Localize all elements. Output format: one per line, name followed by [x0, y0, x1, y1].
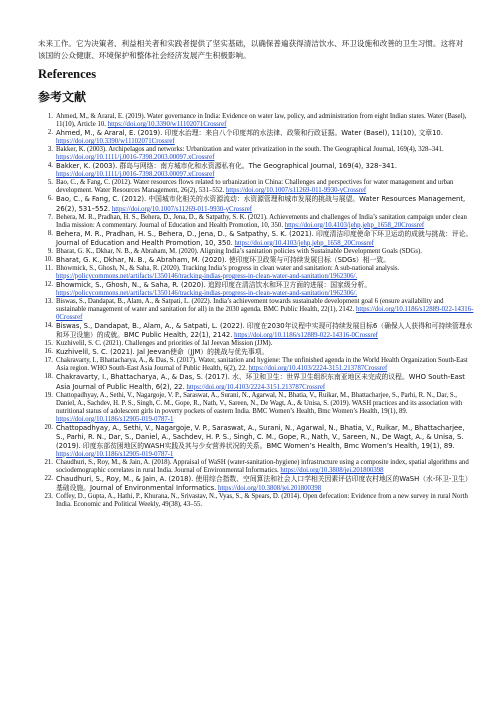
reference-item	[44, 357, 474, 373]
reference-item	[44, 423, 474, 459]
reference-number: 1.	[47, 113, 53, 120]
reference-link[interactable]: https://policycommons.net/artifacts/1350146/tracking-indias-progress-in-clean-water-and-sanitation/1962306/.	[56, 272, 358, 280]
reference-number: 14.	[44, 322, 53, 330]
reference-number: 2.	[47, 129, 53, 137]
reference-link[interactable]: https://doi.org/10.1186/s12889-022-14316-0Crossref	[56, 306, 474, 322]
reference-text: Ahmed, M., & Araral, E. (2019). Water governance in India: Evidence on water law, policy, and administration from eight Indian states. Water (Basel), 11(10), Article 10.	[56, 113, 467, 129]
reference-text: Bao, C., & Fang, C. (2012). 中国城市化相关的水资源流动：水资源管理和城市发展的挑战与展望。Water Resources Management, 26(2), 531–552.	[56, 195, 466, 213]
reference-link[interactable]: https://doi.org/10.4103/2224-3151.213787Crossref	[186, 383, 326, 391]
reference-item	[47, 146, 474, 162]
reference-item	[44, 264, 474, 281]
reference-number: 12.	[44, 280, 53, 288]
reference-number: 5.	[47, 179, 53, 187]
reference-number: 22.	[44, 475, 53, 483]
reference-text: Bao, C., & Fang, C. (2012). Water resources flows related to urbanization in China: Challenges and perspectives for water management and urban development. Water Resources Management, 26(2), 531–552.	[56, 179, 454, 195]
reference-link[interactable]: https://policycommons.net/artifacts/1350146/tracking-indias-progress-in-clean-water-and-sanitation/1962306/.	[56, 289, 358, 297]
references-heading-en: References	[38, 67, 97, 81]
reference-text: Chakravarty, I., Bhattacharya, A., & Das, S. (2017). Water, sanitation and hygiene: The unfinished agenda in the World Health Organization South-East Asia region. WHO South-East Asia Journal of Public Health, 6(2), 22.	[56, 357, 468, 373]
reference-number: 21.	[44, 458, 53, 466]
reference-number: 6.	[47, 195, 53, 203]
reference-item	[47, 213, 474, 230]
reference-link[interactable]: https://doi.org/10.1111/j.0016-7398.2003.00097.xCrossref	[56, 171, 215, 179]
reference-text: Biswas, S., Dandapat, B., Alam, A., & Satpati, L. (2022). 印度在2030年议程中实现可持续发展目标6（确保人人获得和可持续管理水和环卫设施）的成就。BMC Public Health, 22(1), 2142.	[56, 322, 473, 340]
reference-number: 23.	[44, 493, 53, 501]
reference-item	[44, 255, 474, 265]
reference-number: 7.	[47, 213, 53, 221]
reference-number: 3.	[47, 146, 53, 154]
reference-text: Bhowmick, S., Ghosh, N., & Saha, R. (2020). 追踪印度在清洁饮水和环卫方面的进展：国家级分析。	[56, 280, 372, 289]
reference-item	[44, 373, 474, 391]
reference-number: 16.	[44, 348, 53, 356]
references-heading-zh: 参考文献	[38, 90, 87, 104]
reference-text: Chakravarty, I., Bhattacharya, A., & Das, S. (2017). 水、环卫和卫生：世界卫生组织东南亚地区未完成的议程。WHO South-East Asia Journal of Public Health, 6(2), 22.	[56, 373, 465, 391]
reference-item	[44, 280, 474, 298]
reference-number: 8.	[47, 229, 53, 237]
reference-item	[47, 229, 474, 248]
reference-number: 20.	[44, 423, 53, 431]
reference-item	[44, 298, 474, 322]
reference-text: Coffey, D., Gupta, A., Hathi, P., Khurana, N., Srivastav, N., Vyas, S., & Spears, D. (2014). Open defecation: Evidence from a new survey in rural North India. Economic and Political Weekly, 49(38), 43–55.	[56, 493, 468, 509]
reference-link[interactable]: https://doi.org/10.4103/jehp.jehp_1658_20Crossref	[234, 239, 374, 247]
reference-item	[47, 129, 474, 146]
reference-text: Chaudhuri, S., Roy, M., & Jain, A. (2018). 使用综合指数、空间算法和社会人口学相关因素评估印度农村地区的WaSH（水-环卫-卫生）基础设施。Journal of Environmental Informatics.	[56, 475, 472, 493]
reference-text: Chattopadhyay, A., Sethi, V., Nagargoje, V. P., Saraswat, A., Surani, N., Agarwal, N., Bhatia, V., Ruikar, M., Bhattacharjee, S., Parhi, R. N., Dar, S., Daniel, A., Sachdev, H. P. S., Singh, C. M., Gope, R., Nath, V., Sareen, N., De Wagt, A., & Unisa, S. (2019). WASH practices and its association with nutritional status of adolescent girls in poverty pockets of eastern India. BMC Women’s Health, Bmc Women’s Health, 19(1), 89.	[56, 391, 463, 415]
reference-number: 19.	[44, 391, 53, 399]
reference-text: Chaudhuri, S., Roy, M., & Jain, A. (2018). Appraisal of WaSH (water-sanitation-hygiene) infrastructure using a composite index, spatial algorithms and sociodemographic correlates in rural India. Journal of Environmental Informatics.	[56, 458, 469, 474]
reference-text: Kuzhivelil, S. C. (2021). Challenges and priorities of Jal Jeevan Mission (JJM).	[56, 340, 273, 348]
reference-link[interactable]: https://doi.org/10.1007/s11269-011-9930-yCrossref	[111, 205, 253, 213]
reference-text: Ahmed, M., & Araral, E. (2019). 印度水治理：来自八个印度邦的水法律、政策和行政证据。Water (Basel), 11(10), 文章10.	[56, 129, 443, 138]
reference-item	[47, 113, 474, 129]
reference-number: 10.	[44, 255, 53, 263]
reference-item	[44, 458, 474, 475]
reference-text: Biswas, S., Dandapat, B., Alam, A., & Satpati, L. (2022). India’s achievement towards sustainable development goal 6 (ensure availability and sustainable management of water and sanitation for all) in the 2030 agenda. BMC Public Health, 22(1), 2142.	[56, 298, 444, 314]
reference-link[interactable]: https://doi.org/10.3808/jei.201800398	[218, 485, 322, 493]
reference-item	[47, 195, 474, 213]
reference-number: 13.	[44, 298, 53, 306]
reference-number: 4.	[47, 162, 53, 170]
reference-link[interactable]: https://doi.org/10.4103/jehp.jehp_1658_20Crossref	[284, 221, 425, 229]
reference-text: Bakker, K. (2003). Archipelagos and networks: Urbanization and water privatization in the south. The Geographical Journal, 169(4), 328–341.	[56, 146, 444, 154]
reference-link[interactable]: https://doi.org/10.1186/s12905-019-0787-1	[56, 450, 174, 458]
reference-number: 9.	[47, 247, 53, 255]
reference-text: Behera, M. R., Pradhan, H. S., Behera, D., Jena, D., & Satpathy, S. K. (2021). 印度清洁印度使命下环卫运动的成就与挑战：评论。Journal of Education and Health Promotion, 10, 350.	[56, 229, 473, 247]
reference-text: Bhowmick, S., Ghosh, N., & Saha, R. (2020). Tracking India’s progress in clean water and sanitation: A sub-national analysis.	[56, 264, 400, 272]
reference-number: 17.	[44, 357, 53, 365]
reference-item	[44, 348, 474, 357]
reference-item	[47, 162, 474, 179]
reference-text: Chattopadhyay, A., Sethi, V., Nagargoje, V. P., Saraswat, A., Surani, N., Agarwal, N., Bhatia, V., Ruikar, M., Bhattacharjee, S., Parhi, R. N., Dar, S., Daniel, A., Sachdev, H. P. S., Singh, C. M., Gope, R., Nath, V., Sareen, N., De Wagt, A., & Unisa, S. (2019). 印度东部贫困地区的WASH实践及其与少女营养状况的关系。BMC Women’s Health, Bmc Women’s Health, 19(1), 89.	[56, 423, 465, 450]
reference-number: 18.	[44, 373, 53, 381]
reference-number: 15.	[44, 340, 53, 348]
reference-item	[44, 322, 474, 340]
reference-text: Bharat, G. K., Dkhar, N. B., & Abraham, M. (2020). 使印度环卫政策与可持续发展目标（SDGs）相一致。	[56, 255, 390, 264]
reference-link[interactable]: https://doi.org/10.3808/jei.201800398	[280, 466, 384, 474]
reference-item	[44, 475, 474, 493]
reference-link[interactable]: https://doi.org/10.3390/w11102071Crossref	[107, 121, 227, 129]
reference-link[interactable]: https://doi.org/10.3390/w11102071Crossref	[56, 138, 175, 146]
reference-link[interactable]: https://doi.org/10.1007/s11269-011-9930-yCrossref	[225, 187, 367, 195]
reference-number: 11.	[44, 264, 53, 272]
reference-link[interactable]: https://doi.org/10.1111/j.0016-7398.2003.00097.xCrossref	[56, 154, 215, 162]
reference-list	[44, 113, 474, 509]
intro-paragraph: 未来工作。它为决策者、利益相关者和实践者提供了坚实基础，以确保普遍获得清洁饮水、环卫设施和改善的卫生习惯。这将对该国的公众健康、环境保护和整体社会经济发展产生积极影响。	[38, 39, 464, 60]
reference-link[interactable]: https://doi.org/10.4103/2224-3151.213787Crossref	[248, 365, 388, 373]
reference-text: Kuzhivelil, S. C. (2021). Jal Jeevan使命（JJM）的挑战与优先事项。	[56, 348, 269, 357]
reference-text: Bharat, G. K., Dkhar, N. B., & Abraham, M. (2020). Aligning India’s sanitation policies with Sustainable Development Goals (SDGs).	[56, 247, 422, 255]
reference-item	[47, 247, 474, 256]
reference-item	[44, 391, 474, 424]
reference-item	[44, 493, 474, 509]
reference-link[interactable]: https://doi.org/10.1186/s12889-022-14316-0Crossref	[234, 332, 378, 340]
reference-item	[47, 179, 474, 195]
reference-link[interactable]: https://doi.org/10.1186/s12905-019-0787-1	[56, 415, 174, 423]
reference-text: Bakker, K. (2003). 群岛与网络：南方城市化和水资源私有化。The Geographical Journal, 169(4), 328–341.	[56, 162, 397, 171]
reference-text: Behera, M. R., Pradhan, H. S., Behera, D., Jena, D., & Satpathy, S. K. (2021). Achievements and challenges of India’s sanitation campaign under clean India mission: A commentary. Journal of Education and Health Promotion, 10, 350.	[56, 213, 467, 229]
